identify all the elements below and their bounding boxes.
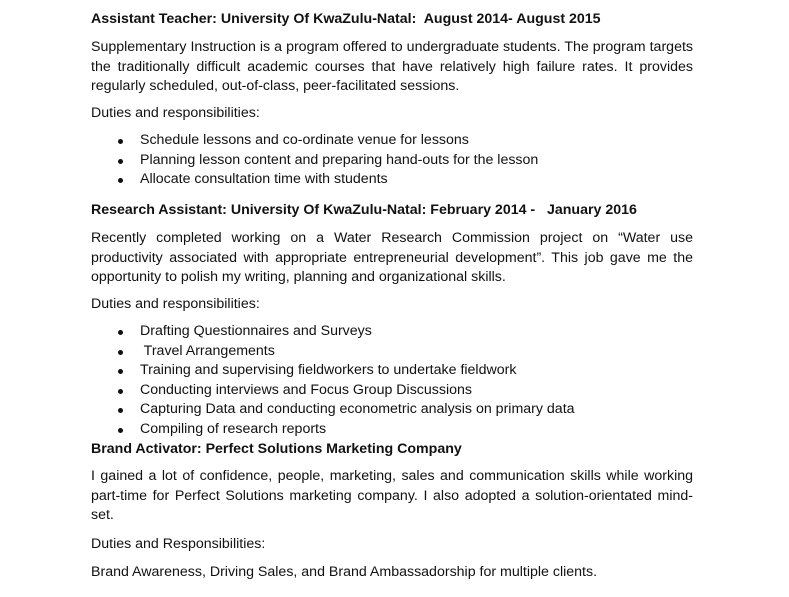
job-heading-assistant-teacher: Assistant Teacher: University Of KwaZulu-Natal: August 2014- August 2015 <box>91 11 601 27</box>
duties-label: Duties and Responsibilities: <box>91 536 266 552</box>
list-item: Allocate consultation time with students <box>91 170 538 190</box>
job-description-brand-activator: I gained a lot of confidence, people, marketing, sales and communication skills while working part-time for Perfect Solutions marketing company. I also adopted a solution-orientated mind-set. <box>91 468 693 523</box>
list-item: Planning lesson content and preparing hand-outs for the lesson <box>91 151 538 171</box>
duties-label: Duties and responsibilities: <box>91 105 260 121</box>
duties-text-brand-activator: Brand Awareness, Driving Sales, and Brand Ambassadorship for multiple clients. <box>91 564 598 580</box>
bullet-icon <box>118 408 123 413</box>
bullet-icon <box>118 389 123 394</box>
duties-label: Duties and responsibilities: <box>91 296 260 312</box>
duties-list-assistant-teacher <box>91 131 538 190</box>
job-heading-research-assistant: Research Assistant: University Of KwaZulu-Natal: February 2014 - January 2016 <box>91 202 637 218</box>
list-item: Compiling of research reports <box>91 420 575 440</box>
bullet-icon <box>118 350 123 355</box>
job-heading-brand-activator: Brand Activator: Perfect Solutions Marketing Company <box>91 441 462 457</box>
bullet-icon <box>118 159 123 164</box>
bullet-icon <box>118 428 123 433</box>
list-item: Drafting Questionnaires and Surveys <box>91 322 575 342</box>
list-item: Conducting interviews and Focus Group Discussions <box>91 381 575 401</box>
bullet-icon <box>118 139 123 144</box>
list-item: Capturing Data and conducting econometric analysis on primary data <box>91 400 575 420</box>
duties-list-research-assistant <box>91 322 575 439</box>
bullet-icon <box>118 330 123 335</box>
job-description-assistant-teacher: Supplementary Instruction is a program offered to undergraduate students. The program targets the traditionally difficult academic courses that have relatively high failure rates. It provides regularly scheduled, out-of-class, peer-facilitated sessions. <box>91 39 693 94</box>
bullet-icon <box>118 178 123 183</box>
bullet-icon <box>118 369 123 374</box>
list-item: Schedule lessons and co-ordinate venue for lessons <box>91 131 538 151</box>
list-item: Travel Arrangements <box>91 342 575 362</box>
list-item: Training and supervising fieldworkers to undertake fieldwork <box>91 361 575 381</box>
job-description-research-assistant: Recently completed working on a Water Research Commission project on “Water use productivity associated with appropriate entrepreneurial development”. This job gave me the opportunity to polish my writing, planning and organizational skills. <box>91 230 693 285</box>
